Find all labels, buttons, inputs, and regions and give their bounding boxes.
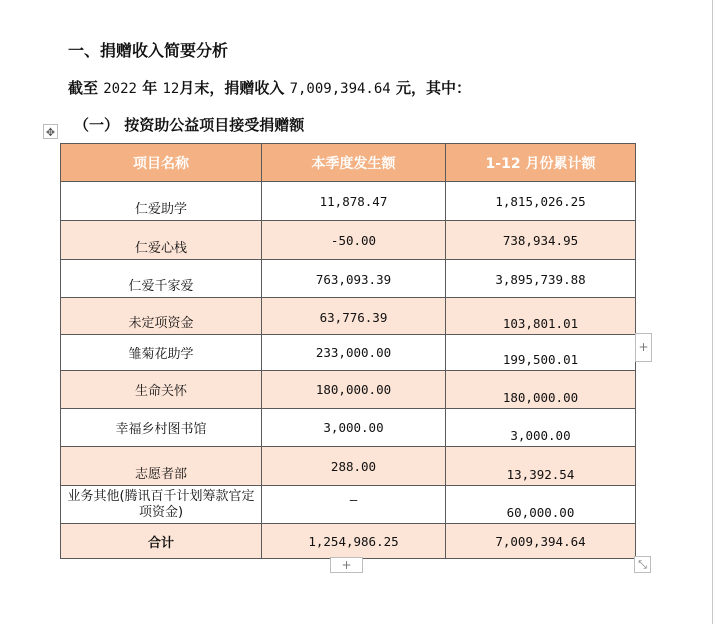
quarter-amount[interactable]: 233,000.00 [262, 335, 446, 371]
subsection-heading: （一） 按资助公益项目接受捐赠额 [74, 116, 305, 134]
summary-month: 12 [162, 81, 180, 97]
quarter-amount[interactable]: -50.00 [262, 221, 446, 260]
summary-month-text: 月末，捐赠收入 [179, 79, 285, 97]
table-row [61, 371, 636, 409]
summary-prefix: 截至 [68, 79, 99, 97]
table-row [61, 447, 636, 486]
page-edge-rule [712, 0, 713, 624]
cumulative-amount[interactable]: 3,000.00 [446, 409, 636, 447]
table-move-handle[interactable] [43, 124, 58, 139]
table-row [61, 221, 636, 260]
quarter-amount[interactable]: 180,000.00 [262, 371, 446, 409]
summary-suffix: 元，其中： [395, 79, 471, 97]
cumulative-amount[interactable]: 13,392.54 [446, 447, 636, 486]
quarter-amount[interactable]: — [262, 486, 446, 524]
total-label[interactable]: 合计 [61, 524, 262, 559]
total-cumulative-amount[interactable]: 7,009,394.64 [446, 524, 636, 559]
header-project-name: 项目名称 [61, 144, 262, 182]
table-row [61, 260, 636, 298]
summary-sentence [68, 77, 471, 98]
project-name[interactable]: 雏菊花助学 [61, 335, 262, 371]
cumulative-amount[interactable]: 60,000.00 [446, 486, 636, 524]
plus-icon: + [341, 558, 352, 572]
project-name[interactable]: 未定项资金 [61, 298, 262, 335]
table-row [61, 486, 636, 524]
quarter-amount[interactable]: 763,093.39 [262, 260, 446, 298]
project-name[interactable]: 仁爱助学 [61, 182, 262, 221]
table-row [61, 335, 636, 371]
table-row [61, 298, 636, 335]
quarter-amount[interactable]: 288.00 [262, 447, 446, 486]
cumulative-amount[interactable]: 180,000.00 [446, 371, 636, 409]
table-header-row [61, 144, 636, 182]
quarter-amount[interactable]: 3,000.00 [262, 409, 446, 447]
add-row-button[interactable] [330, 557, 363, 573]
project-name[interactable]: 志愿者部 [61, 447, 262, 486]
add-column-button[interactable] [635, 333, 652, 362]
project-name[interactable]: 生命关怀 [61, 371, 262, 409]
section-heading: 一、捐赠收入简要分析 [68, 41, 229, 60]
summary-year-unit: 年 [142, 79, 158, 97]
header-cumulative-amount: 1-12 月份累计额 [446, 144, 636, 182]
cumulative-amount[interactable]: 103,801.01 [446, 298, 636, 335]
summary-amount: 7,009,394.64 [289, 81, 391, 97]
table-total-row [61, 524, 636, 559]
cumulative-amount[interactable]: 199,500.01 [446, 335, 636, 371]
cumulative-amount[interactable]: 738,934.95 [446, 221, 636, 260]
cumulative-amount[interactable]: 1,815,026.25 [446, 182, 636, 221]
move-arrows-icon: ✥ [45, 126, 56, 139]
resize-diagonal-icon: ⤡ [638, 558, 647, 571]
project-name[interactable]: 业务其他(腾讯百千计划筹款官定项资金) [61, 486, 262, 524]
cumulative-amount[interactable]: 3,895,739.88 [446, 260, 636, 298]
header-quarter-amount: 本季度发生额 [262, 144, 446, 182]
project-name[interactable]: 仁爱心栈 [61, 221, 262, 260]
project-name[interactable]: 幸福乡村图书馆 [61, 409, 262, 447]
plus-icon: + [638, 340, 649, 354]
donation-table [60, 143, 636, 559]
table-row [61, 409, 636, 447]
table-row [61, 182, 636, 221]
summary-year: 2022 [103, 81, 137, 97]
total-quarter-amount[interactable]: 1,254,986.25 [262, 524, 446, 559]
quarter-amount[interactable]: 11,878.47 [262, 182, 446, 221]
quarter-amount[interactable]: 63,776.39 [262, 298, 446, 335]
project-name[interactable]: 仁爱千家爱 [61, 260, 262, 298]
table-resize-handle[interactable] [634, 556, 651, 573]
